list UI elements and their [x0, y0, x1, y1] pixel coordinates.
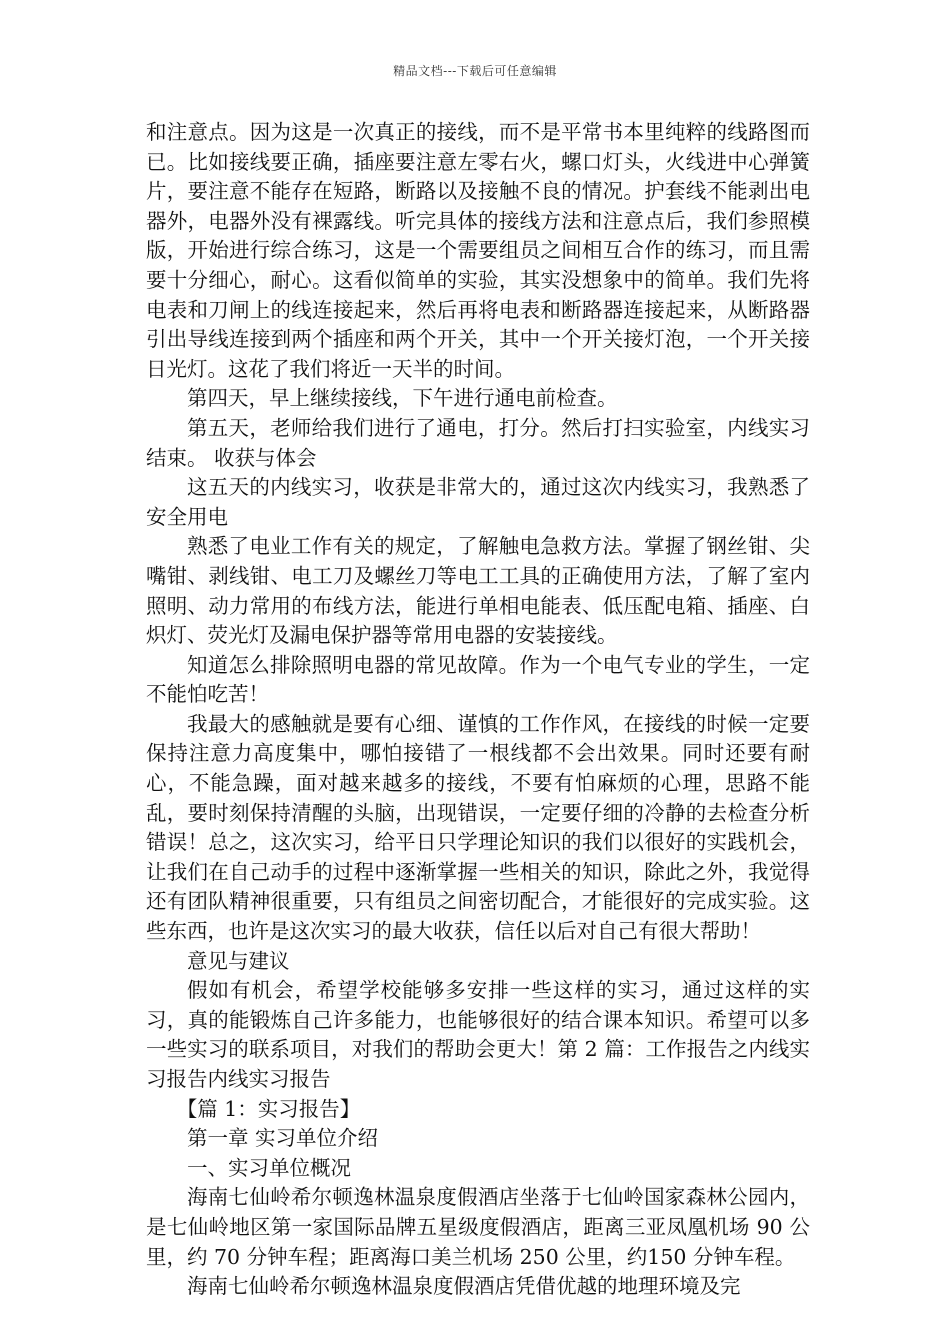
paragraph-familiar-rules: 熟悉了电业工作有关的规定，了解触电急救方法。掌握了钢丝钳、尖嘴钳、剥线钳、电工刀及螺丝刀等电工工具的正确使用方法，了解了室内照明、动力常用的布线方法，能进行单相电能表、低压配电箱、插座、白炽灯、荧光灯及漏电保护器等常用电器的安装接线。 — [146, 534, 810, 648]
paragraph-day-four: 第四天，早上继续接线，下午进行通电前检查。 — [187, 386, 618, 411]
heading-section-overview: 一、实习单位概况 — [187, 1155, 351, 1180]
heading-part-one: 【篇 1：实习报告】 — [176, 1096, 361, 1121]
paragraph-suggestions: 假如有机会，希望学校能够多安排一些这样的实习，通过这样的实习，真的能锻炼自己许多能力，也能够很好的结合课本知识。希望可以多一些实习的联系项目，对我们的帮助会更大！第 2 篇：工作报告之内线实习报告内线实习报告 — [146, 978, 810, 1091]
heading-chapter-one: 第一章 实习单位介绍 — [187, 1126, 379, 1151]
paragraph-reflection: 我最大的感触就是要有心细、谨慎的工作作风，在接线的时候一定要保持注意力高度集中，哪怕接错了一根线都不会出效果。同时还要有耐心，不能急躁，面对越来越多的接线，不要有怕麻烦的心理，思路不能乱，要时刻保持清醒的头脑，出现错误，一定要仔细的冷静的去检查分析错误！总之，这次实习，给平日只学理论知识的我们以很好的实践机会，让我们在自己动手的过程中逐渐掌握一些相关的知识，除此之外，我觉得还有团队精神很重要，只有组员之间密切配合，才能很好的完成实验。这些东西，也许是这次实习的最大收获，信任以后对自己有很大帮助！ — [146, 711, 810, 944]
paragraph-day-five: 第五天，老师给我们进行了通电，打分。然后打扫实验室，内线实习结束。 收获与体会 — [146, 415, 810, 470]
paragraph-five-days-summary: 这五天的内线实习，收获是非常大的，通过这次内线实习，我熟悉了安全用电 — [146, 475, 810, 529]
document-body — [146, 118, 810, 1302]
paragraph-wiring-notes: 和注意点。因为这是一次真正的接线，而不是平常书本里纯粹的线路图而已。比如接线要正确，插座要注意左零右火，螺口灯头，火线进中心弹簧片，要注意不能存在短路，断路以及接触不良的情况。护套线不能剥出电器外，电器外没有裸露线。听完具体的接线方法和注意点后，我们参照模版，开始进行综合练习，这是一个需要组员之间相互合作的练习，而且需要十分细心，耐心。这看似简单的实验，其实没想象中的简单。我们先将电表和刀闸上的线连接起来，然后再将电表和断路器连接起来，从断路器引出导线连接到两个插座和两个开关，其中一个开关接灯泡，一个开关接日光灯。这花了我们将近一天半的时间。 — [146, 120, 810, 381]
paragraph-hotel-location: 海南七仙岭希尔顿逸林温泉度假酒店坐落于七仙岭国家森林公园内，是七仙岭地区第一家国际品牌五星级度假酒店，距离三亚凤凰机场 90 公里，约 70 分钟车程；距离海口美兰机场 250 公里，约150 分钟车程。 — [146, 1185, 810, 1269]
paragraph-troubleshooting: 知道怎么排除照明电器的常见故障。作为一个电气专业的学生，一定不能怕吃苦！ — [146, 652, 810, 707]
heading-suggestions: 意见与建议 — [187, 948, 290, 973]
page-header: 精品文档---下载后可任意编辑 — [393, 64, 557, 78]
paragraph-hotel-environment: 海南七仙岭希尔顿逸林温泉度假酒店凭借优越的地理环境及完 — [187, 1274, 741, 1299]
